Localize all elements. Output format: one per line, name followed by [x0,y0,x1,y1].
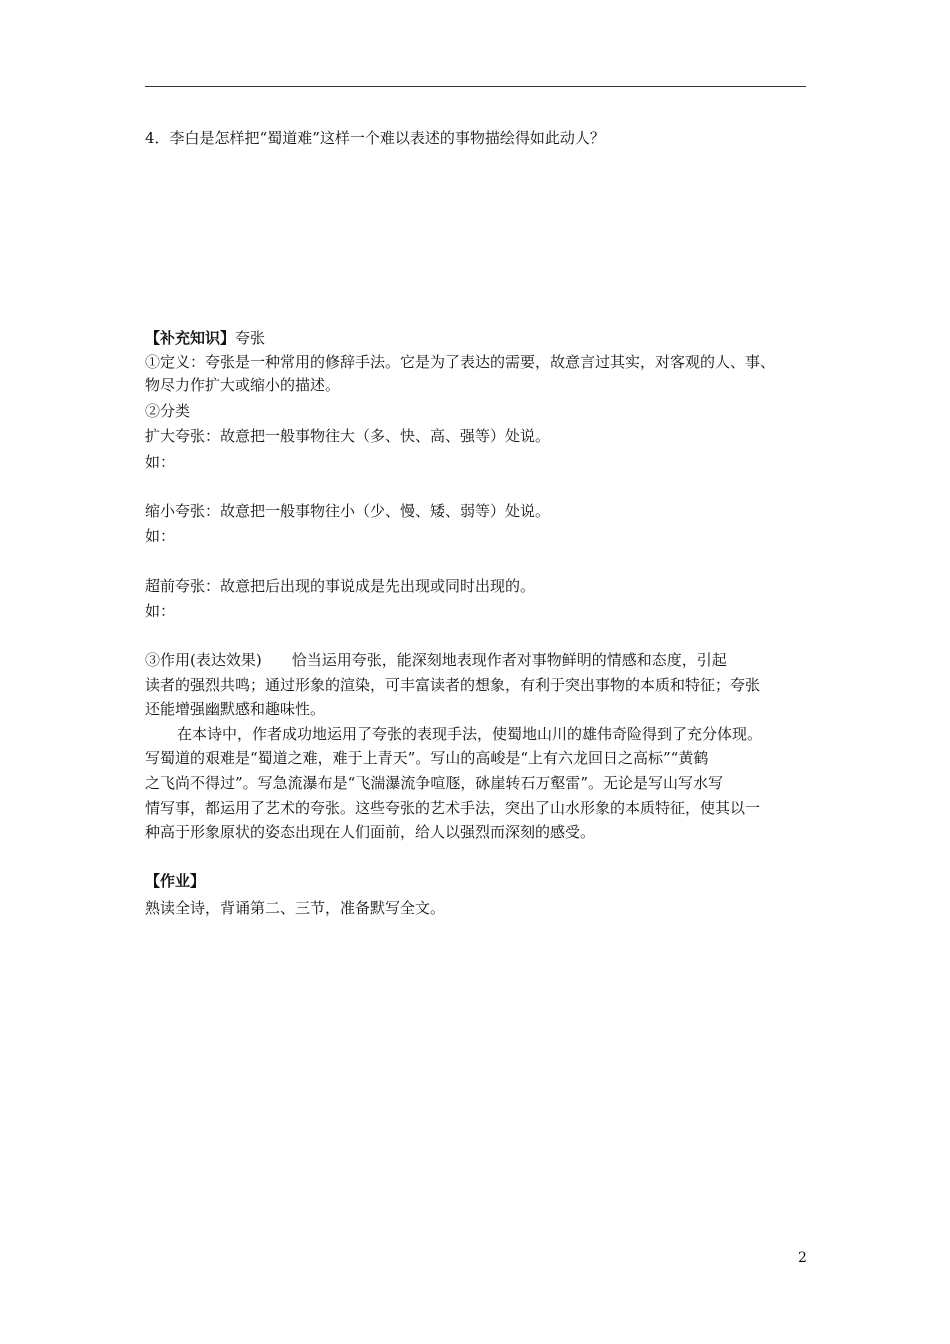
definition-line-1: ①定义：夸张是一种常用的修辞手法。它是为了表达的需要，故意言过其实，对客观的人、事、 [145,353,776,371]
shrink-exaggeration: 缩小夸张：故意把一般事物往小（少、慢、矮、弱等）处说。 [145,502,551,520]
supplement-heading-bold: 【补充知识】 [145,329,236,347]
supplement-heading-topic: 夸张 [235,329,266,347]
header-rule [145,86,806,87]
enlarge-example: 如： [145,453,176,471]
effect-line-1 [145,648,727,672]
effect-line-3: 还能增强幽默感和趣味性。 [145,700,326,718]
effect-label: ③作用(表达效果) [145,651,262,669]
question-4: 4．李白是怎样把“蜀道难”这样一个难以表述的事物描绘得如此动人？ [145,129,605,147]
effect-text-1: 恰当运用夸张，能深刻地表现作者对事物鲜明的情感和态度，引起 [291,651,727,669]
enlarge-exaggeration: 扩大夸张：故意把一般事物往大（多、快、高、强等）处说。 [145,427,551,445]
advance-exaggeration: 超前夸张：故意把后出现的事说成是先出现或同时出现的。 [145,577,536,595]
homework-heading: 【作业】 [145,872,206,890]
paragraph-line-1: 在本诗中，作者成功地运用了夸张的表现手法，使蜀地山川的雄伟奇险得到了充分体现。 [177,725,763,743]
shrink-example: 如： [145,527,176,545]
effect-line-2: 读者的强烈共鸣；通过形象的渲染，可丰富读者的想象，有利于突出事物的本质和特征；夸张 [145,676,761,694]
homework-text: 熟读全诗，背诵第二、三节，准备默写全文。 [145,899,446,917]
advance-example: 如： [145,602,176,620]
supplement-heading [145,326,265,350]
page-number: 2 [798,1250,807,1266]
paragraph-line-4: 情写事，都运用了艺术的夸张。这些夸张的艺术手法，突出了山水形象的本质特征，使其以一 [145,799,761,817]
paragraph-line-3: 之飞尚不得过”。写急流瀑布是“飞湍瀑流争喧豗，砯崖转石万壑雷”。无论是写山写水写 [145,774,724,792]
paragraph-line-2: 写蜀道的艰难是“蜀道之难，难于上青天”。写山的高峻是“上有六龙回日之高标”“黄鹤 [145,749,709,767]
definition-line-2: 物尽力作扩大或缩小的描述。 [145,376,341,394]
paragraph-line-5: 种高于形象原状的姿态出现在人们面前，给人以强烈而深刻的感受。 [145,823,596,841]
category-title: ②分类 [145,402,191,420]
